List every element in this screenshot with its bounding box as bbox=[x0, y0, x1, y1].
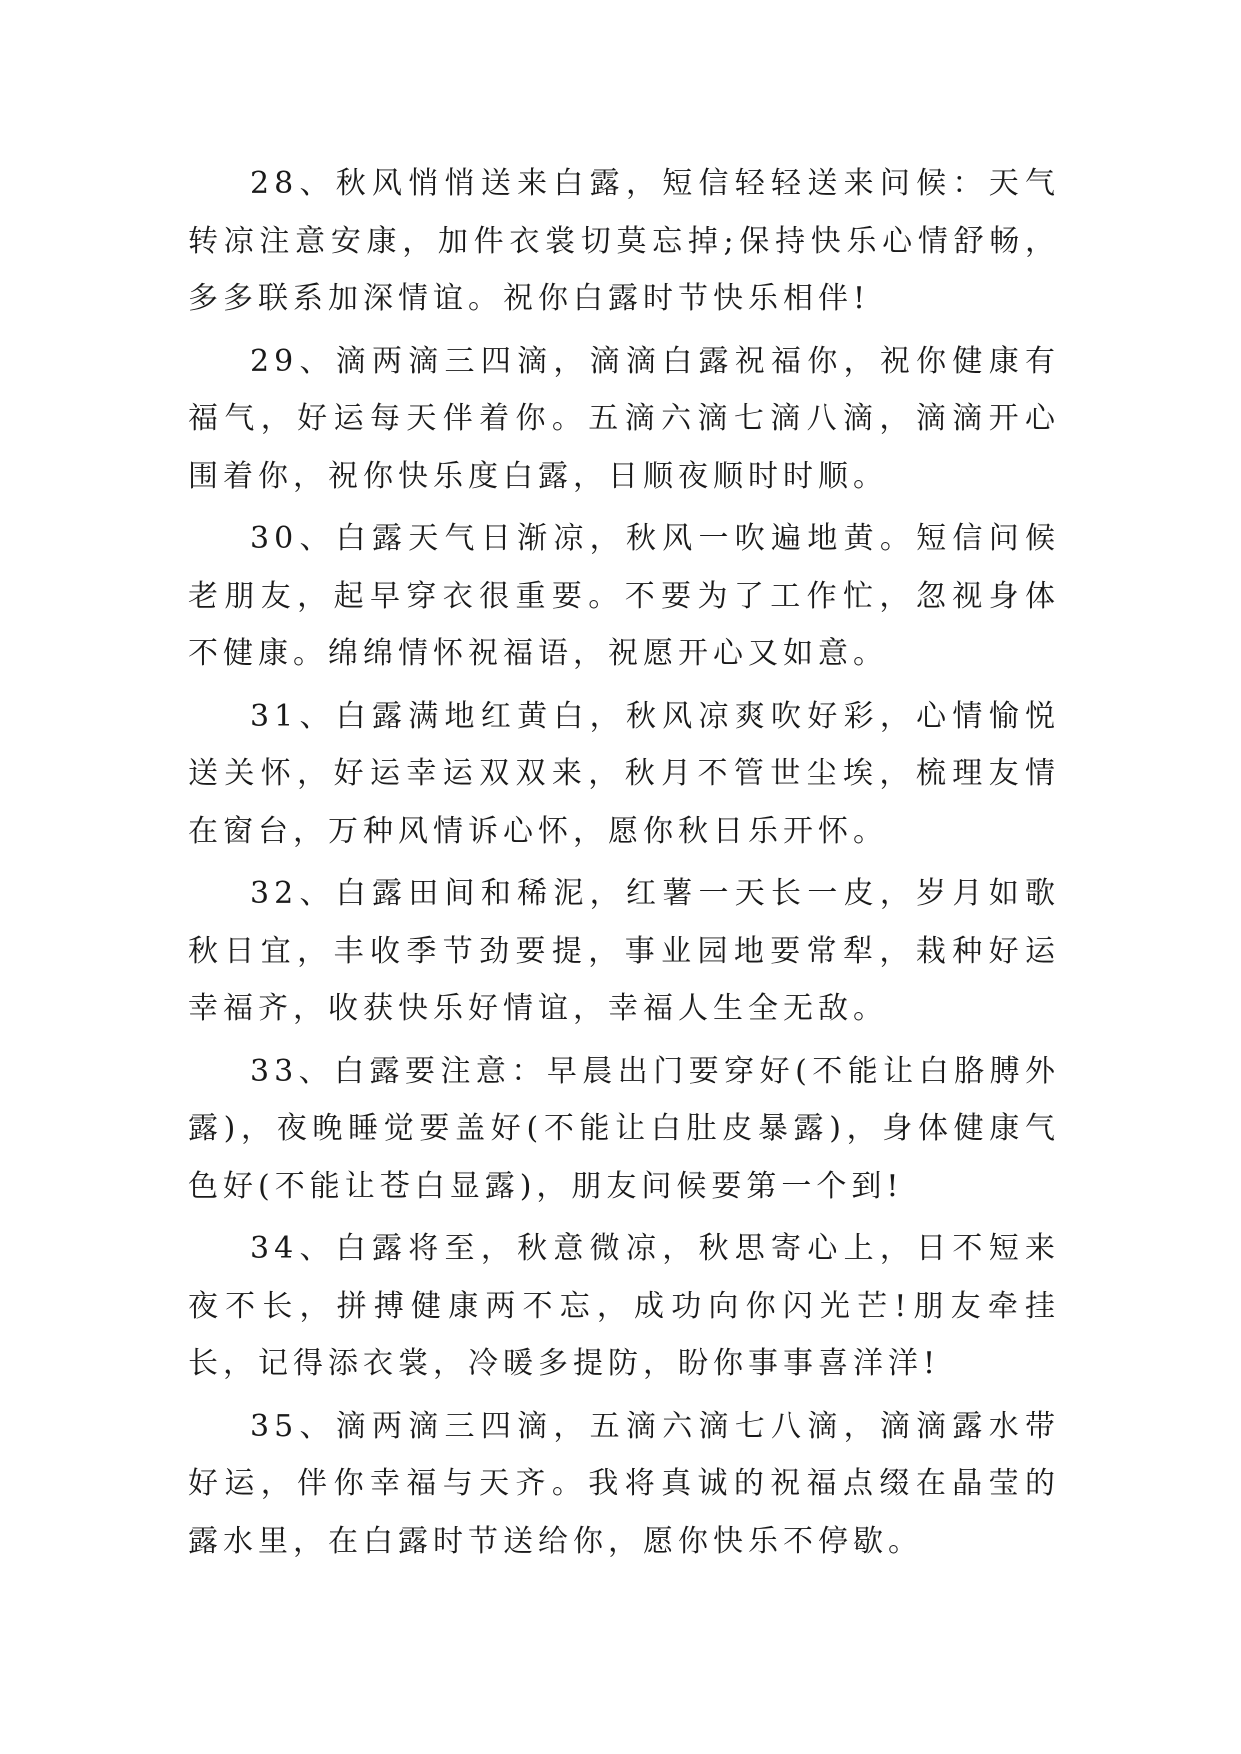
paragraph-29: 29、滴两滴三四滴，滴滴白露祝福你，祝你健康有福气，好运每天伴着你。五滴六滴七滴八滴，滴滴开心围着你，祝你快乐度白露，日顺夜顺时时顺。 bbox=[188, 343, 1060, 494]
paragraph-35: 35、滴两滴三四滴，五滴六滴七八滴，滴滴露水带好运，伴你幸福与天齐。我将真诚的祝福点缀在晶莹的露水里，在白露时节送给你，愿你快乐不停歇。 bbox=[188, 1408, 1060, 1559]
paragraph-31: 31、白露满地红黄白，秋风凉爽吹好彩，心情愉悦送关怀，好运幸运双双来，秋月不管世尘埃，梳理友情在窗台，万种风情诉心怀，愿你秋日乐开怀。 bbox=[188, 698, 1060, 849]
paragraph-28: 28、秋风悄悄送来白露，短信轻轻送来问候：天气转凉注意安康，加件衣裳切莫忘掉;保持快乐心情舒畅，多多联系加深情谊。祝你白露时节快乐相伴! bbox=[188, 166, 1060, 316]
paragraph-32: 32、白露田间和稀泥，红薯一天长一皮，岁月如歌秋日宜，丰收季节劲要提，事业园地要常犁，栽种好运幸福齐，收获快乐好情谊，幸福人生全无敌。 bbox=[188, 876, 1060, 1026]
paragraph-34: 34、白露将至，秋意微凉，秋思寄心上，日不短来夜不长，拼搏健康两不忘，成功向你闪光芒!朋友牵挂长，记得添衣裳，冷暖多提防，盼你事事喜洋洋! bbox=[188, 1231, 1060, 1381]
document-body bbox=[188, 155, 1060, 1575]
paragraph-33: 33、白露要注意：早晨出门要穿好(不能让白胳膊外露)，夜晚睡觉要盖好(不能让白肚皮暴露)，身体健康气色好(不能让苍白显露)，朋友问候要第一个到! bbox=[188, 1053, 1060, 1204]
paragraph-30: 30、白露天气日渐凉，秋风一吹遍地黄。短信问候老朋友，起早穿衣很重要。不要为了工作忙，忽视身体不健康。绵绵情怀祝福语，祝愿开心又如意。 bbox=[188, 521, 1060, 671]
